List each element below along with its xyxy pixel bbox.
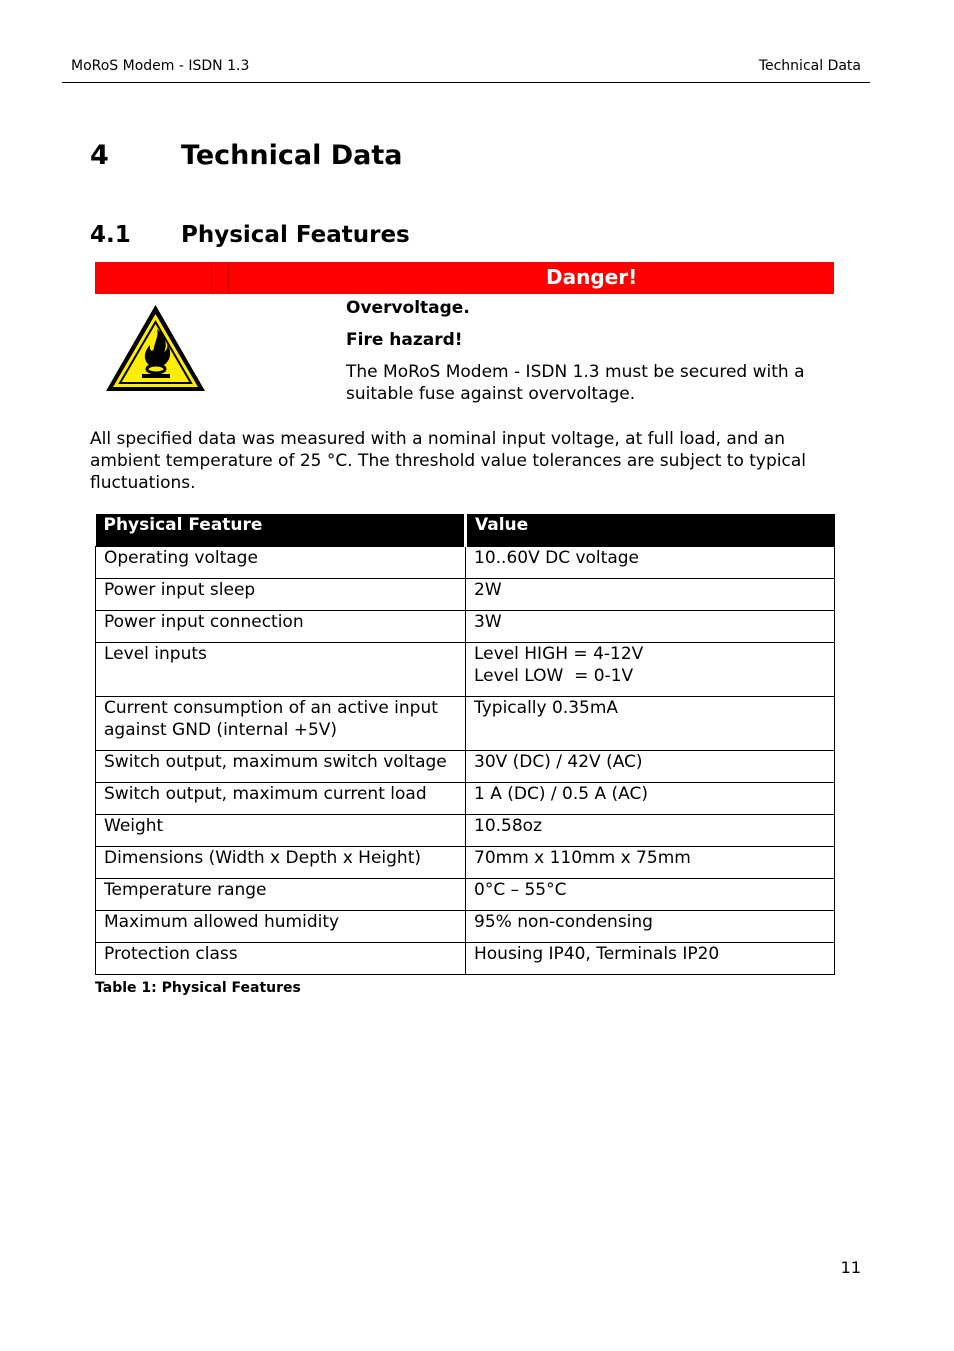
value-cell: 30V (DC) / 42V (AC): [466, 751, 835, 783]
danger-description: The MoRoS Modem - ISDN 1.3 must be secured with a suitable fuse against overvoltage.: [346, 362, 805, 404]
table-row: [96, 943, 835, 975]
value-cell: 1 A (DC) / 0.5 A (AC): [466, 783, 835, 815]
value-cell: 10.58oz: [466, 815, 835, 847]
feature-cell: Operating voltage: [96, 547, 466, 579]
feature-cell: Temperature range: [96, 879, 466, 911]
feature-cell: Protection class: [96, 943, 466, 975]
header-rule: [62, 82, 870, 83]
table-header-cell: Value: [466, 514, 835, 547]
table-row: [96, 611, 835, 643]
value-cell: 0°C – 55°C: [466, 879, 835, 911]
fire-hazard-warning-icon: [104, 303, 207, 393]
feature-cell: Switch output, maximum current load: [96, 783, 466, 815]
table-row: [96, 579, 835, 611]
feature-cell: Switch output, maximum switch voltage: [96, 751, 466, 783]
feature-cell: Level inputs: [96, 643, 466, 697]
feature-cell: Maximum allowed humidity: [96, 911, 466, 943]
physical-features-table: [95, 514, 835, 975]
value-cell: 70mm x 110mm x 75mm: [466, 847, 835, 879]
table-row: [96, 643, 835, 697]
danger-bar-divider: [228, 262, 229, 294]
feature-cell: Power input sleep: [96, 579, 466, 611]
danger-line-fire-hazard: Fire hazard!: [346, 330, 463, 350]
feature-cell: Weight: [96, 815, 466, 847]
value-cell: Level HIGH = 4-12V Level LOW = 0-1V: [466, 643, 835, 697]
value-cell: Housing IP40, Terminals IP20: [466, 943, 835, 975]
section-number: 4.1: [90, 222, 131, 248]
table-row: [96, 847, 835, 879]
table-row: [96, 751, 835, 783]
table-row: [96, 815, 835, 847]
intro-paragraph: All specified data was measured with a nominal input voltage, at full load, and an ambient temperature of 25 °C. The threshold value tolerances are subject to typical fluctuations.: [90, 429, 806, 493]
feature-cell: Power input connection: [96, 611, 466, 643]
running-header-title: MoRoS Modem - ISDN 1.3: [71, 58, 250, 74]
value-cell: 2W: [466, 579, 835, 611]
feature-cell: Dimensions (Width x Depth x Height): [96, 847, 466, 879]
feature-cell: Current consumption of an active input against GND (internal +5V): [96, 697, 466, 751]
danger-line-overvoltage: Overvoltage.: [346, 298, 470, 318]
value-cell: 10..60V DC voltage: [466, 547, 835, 579]
table-row: [96, 547, 835, 579]
chapter-number: 4: [90, 140, 109, 171]
value-cell: 3W: [466, 611, 835, 643]
danger-bar: [95, 262, 834, 294]
table-caption: Table 1: Physical Features: [95, 980, 301, 996]
page-number: 11: [840, 1258, 861, 1277]
section-title: Physical Features: [181, 222, 410, 248]
value-cell: 95% non-condensing: [466, 911, 835, 943]
table-header-row: [96, 514, 835, 547]
danger-bar-divider: [211, 262, 212, 294]
running-header-section: Technical Data: [758, 58, 861, 74]
value-cell: Typically 0.35mA: [466, 697, 835, 751]
danger-label: Danger!: [546, 265, 638, 289]
table-row: [96, 783, 835, 815]
table-row: [96, 911, 835, 943]
chapter-title: Technical Data: [181, 140, 403, 171]
table-header-cell: Physical Feature: [96, 514, 466, 547]
table-row: [96, 879, 835, 911]
table-row: [96, 697, 835, 751]
